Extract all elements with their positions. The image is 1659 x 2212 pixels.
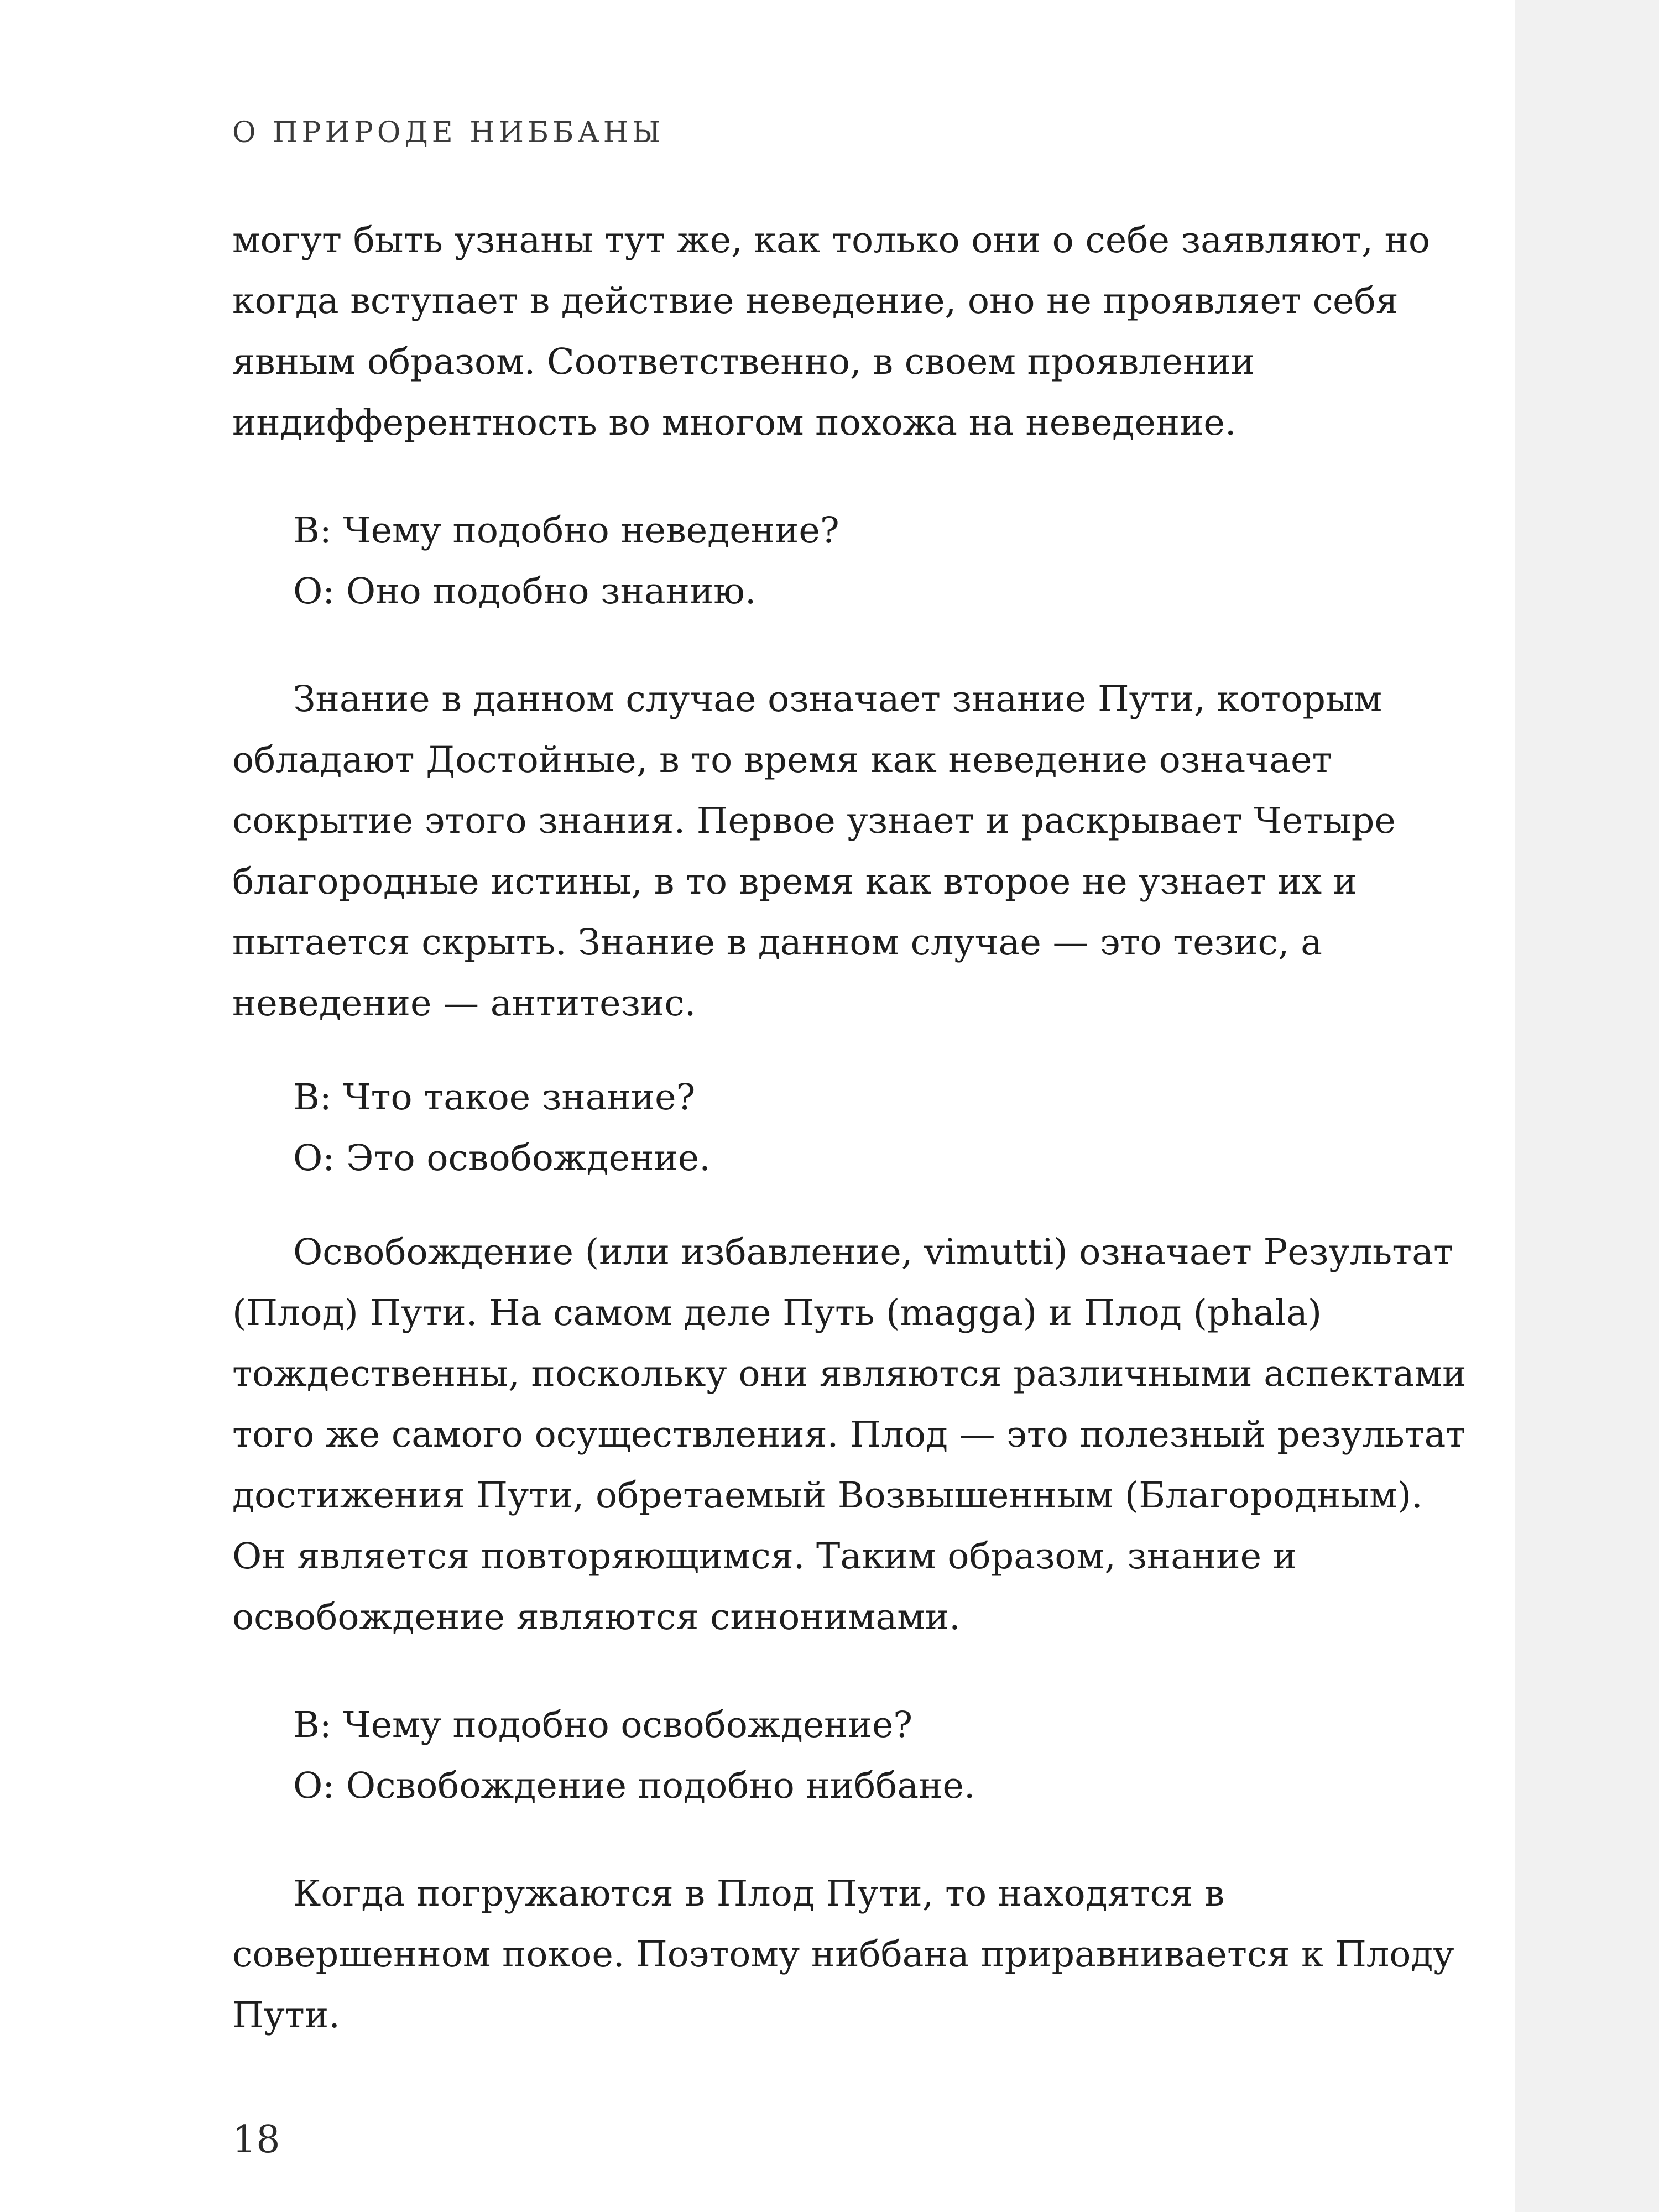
question-2: В: Что такое знание?	[293, 1077, 696, 1118]
answer-2: О: Это освобождение.	[293, 1138, 711, 1179]
paragraph-1: могут быть узнаны тут же, как только они о себе заявляют, но когда вступает в действие неведение, оно не проявляет себя явным образом. Соответственно, в своем проявлении индифферентность во многом похожа на неведение.	[232, 220, 1431, 444]
running-header: О ПРИРОДЕ НИББАНЫ	[232, 116, 665, 149]
question-3: В: Чему подобно освобождение?	[293, 1704, 913, 1746]
question-1: В: Чему подобно неведение?	[293, 510, 839, 551]
paragraph-2: Знание в данном случае означает знание Пути, которым обладают Достойные, в то время как неведение означает сокрытие этого знания. Первое узнает и раскрывает Четыре благородные истины, в то время как второе не узнает их и пытается скрыть. Знание в данном случае — это тезис, а неведение — антитезис.	[232, 679, 1396, 1024]
page-number: 18	[232, 2118, 280, 2162]
page-body	[232, 210, 1471, 2046]
answer-3: О: Освобождение подобно ниббане.	[293, 1765, 975, 1807]
page-edge	[1515, 0, 1659, 2212]
answer-1: О: Оно подобно знанию.	[293, 571, 757, 612]
paragraph-3: Освобождение (или избавление, vimutti) означает Результат (Плод) Пути. На самом деле Путь (magga) и Плод (phala) тождественны, поскольку они являются различными аспектами того же самого осуществления. Плод — это полезный результат достижения Пути, обретаемый Возвышенным (Благородным). Он является повторяющимся. Таким образом, знание и освобождение являются синонимами.	[232, 1232, 1467, 1638]
paragraph-4: Когда погружаются в Плод Пути, то находятся в совершенном покое. Поэтому ниббана приравнивается к Плоду Пути.	[232, 1873, 1454, 2036]
